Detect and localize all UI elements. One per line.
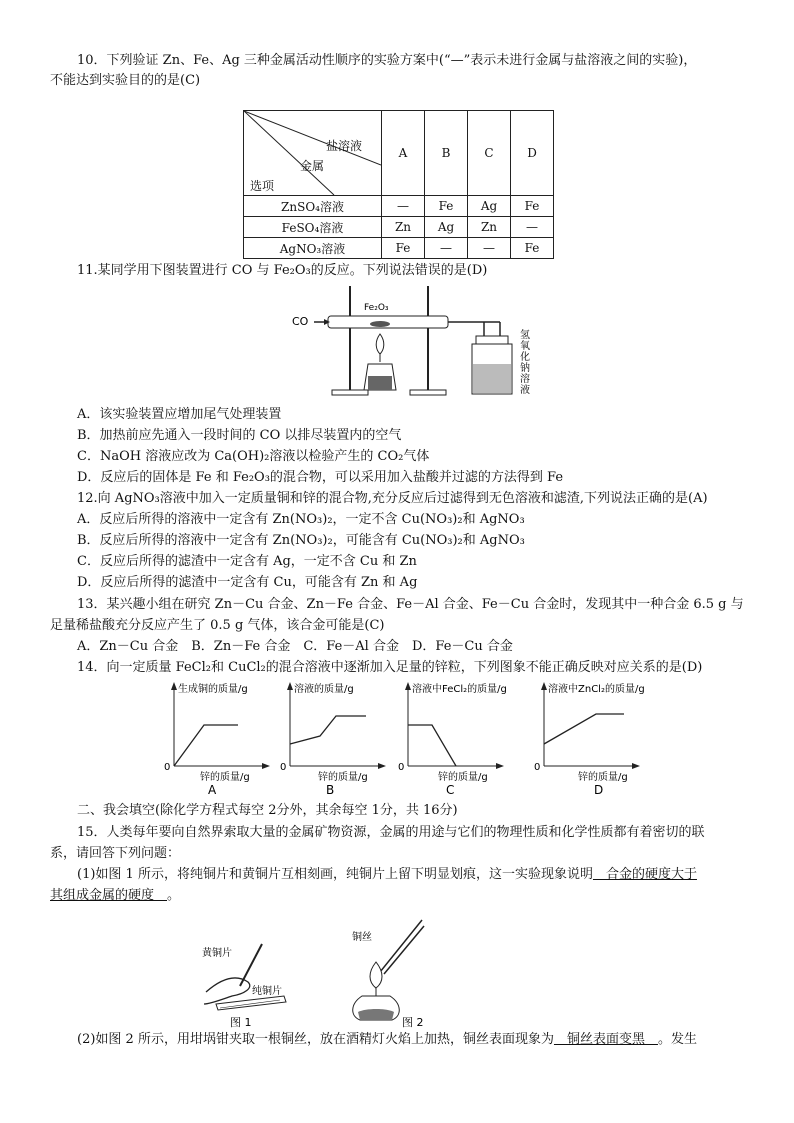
graph-d-letter: D	[594, 783, 604, 797]
graph-b-xlabel: 锌的质量/g	[318, 772, 368, 783]
q11-option-b: B．加热前应先通入一段时间的 CO 以排尽装置内的空气	[77, 428, 402, 443]
graph-b-ylabel: 溶液的质量/g	[294, 684, 354, 695]
q10-stem-line2: 不能达到实验目的的是(C)	[50, 73, 201, 88]
q14-stem: 14．向一定质量 FeCl₂和 CuCl₂的混合溶液中逐渐加入足量的锌粒，下列图象不能正确反映对应关系的是(D)	[77, 660, 703, 675]
q10-stem-line1: 10．下列验证 Zn、Fe、Ag 三种金属活动性顺序的实验方案中(“—”表示未进行金属与盐溶液之间的实验)，	[77, 53, 697, 68]
graph-b-letter: B	[326, 783, 335, 797]
q15-figures	[196, 912, 426, 1030]
table-cell: Fe	[382, 238, 425, 259]
table-cell: Ag	[468, 196, 511, 217]
col-header: D	[511, 111, 554, 196]
naoh-label-2: 氧	[520, 341, 530, 352]
naoh-label-3: 化	[520, 352, 530, 363]
q15-part1-line1	[77, 866, 697, 884]
section-2-heading: 二、我会填空(除化学方程式每空 2分外，其余每空 1分，共 16分)	[77, 803, 458, 818]
table-row	[244, 196, 554, 217]
q13-stem-line1: 13．某兴趣小组在研究 Zn－Cu 合金、Zn－Fe 合金、Fe－Al 合金、Fe－Cu 合金时，发现其中一种合金 6.5 g 与	[77, 597, 744, 612]
graph-c-ylabel: 溶液中FeCl₂的质量/g	[412, 684, 507, 695]
table-cell: Fe	[511, 238, 554, 259]
q11-option-c: C．NaOH 溶液应改为 Ca(OH)₂溶液以检验产生的 CO₂气体	[77, 449, 430, 464]
q14-graphs	[160, 680, 660, 798]
q12-option-b: B．反应后所得的溶液中一定含有 Zn(NO₃)₂，可能含有 Cu(NO₃)₂和 AgNO₃	[77, 533, 525, 548]
table-cell: —	[425, 238, 468, 259]
graph-d-ylabel: 溶液中ZnCl₂的质量/g	[548, 684, 645, 695]
q12-stem: 12.向 AgNO₃溶液中加入一定质量铜和锌的混合物,充分反应后过滤得到无色溶液和滤渣,下列说法正确的是(A)	[77, 491, 708, 506]
table-cell: —	[382, 196, 425, 217]
q11-option-a: A．该实验装置应增加尾气处理装置	[77, 407, 282, 422]
q15-part1-answer: 合金的硬度大于	[592, 867, 697, 882]
fe2o3-label: Fe₂O₃	[364, 303, 389, 313]
q11-stem: 11.某同学用下图装置进行 CO 与 Fe₂O₃的反应。下列说法错误的是(D)	[77, 263, 488, 278]
col-header: B	[425, 111, 468, 196]
graph-b	[280, 682, 386, 797]
table-cell: Fe	[511, 196, 554, 217]
fig1-copper-label: 纯铜片	[252, 986, 282, 997]
table-diagonal-header	[244, 111, 382, 196]
fig1-caption: 图 1	[230, 1016, 252, 1029]
q10-table	[243, 110, 554, 259]
q15-part2-text: (2)如图 2 所示，用坩埚钳夹取一根铜丝，放在酒精灯火焰上加热，铜丝表面现象为	[77, 1032, 554, 1047]
graph-a-xlabel: 锌的质量/g	[200, 772, 250, 783]
q15-part1-text: (1)如图 1 所示，将纯铜片和黄铜片互相刻画，纯铜片上留下明显划痕，这一实验现象说明	[77, 867, 593, 882]
q15-part1-line2	[50, 887, 180, 905]
table-cell: —	[511, 217, 554, 238]
naoh-label-1: 氢	[520, 330, 530, 341]
q15-part2-line1	[77, 1031, 697, 1049]
graph-c	[398, 682, 507, 797]
figure-1	[202, 944, 286, 1029]
table-cell: Ag	[425, 217, 468, 238]
table-cell: Fe	[425, 196, 468, 217]
graph-b-origin: 0	[280, 762, 287, 773]
table-cell: Zn	[468, 217, 511, 238]
table-cell: Zn	[382, 217, 425, 238]
row-label: FeSO₄溶液	[244, 217, 382, 238]
col-header: C	[468, 111, 511, 196]
row-label: ZnSO₄溶液	[244, 196, 382, 217]
q15-part1-end: 。	[167, 888, 181, 903]
q12-option-c: C．反应后所得的滤渣中一定含有 Ag，一定不含 Cu 和 Zn	[77, 554, 417, 569]
table-row	[244, 238, 554, 259]
graph-c-letter: C	[446, 783, 455, 797]
graph-a-ylabel: 生成铜的质量/g	[178, 684, 248, 695]
graph-a-letter: A	[208, 783, 217, 797]
graph-d	[534, 682, 645, 797]
graph-a	[164, 682, 270, 797]
graph-d-origin: 0	[534, 762, 541, 773]
co-label: CO	[292, 315, 309, 328]
table-row	[244, 217, 554, 238]
figure-2	[352, 920, 424, 1029]
q13-options: A．Zn－Cu 合金 B．Zn－Fe 合金 C．Fe－Al 合金 D．Fe－Cu 合金	[77, 639, 513, 654]
graph-c-origin: 0	[398, 762, 405, 773]
header-salt: 盐溶液	[326, 139, 363, 153]
row-label: AgNO₃溶液	[244, 238, 382, 259]
naoh-label-5: 溶	[520, 374, 530, 385]
fig2-wire-label: 铜丝	[352, 932, 372, 943]
q15-stem-line1: 15．人类每年要向自然界索取大量的金属矿物资源，金属的用途与它们的物理性质和化学性质都有着密切的联	[77, 825, 705, 840]
graph-a-origin: 0	[164, 762, 171, 773]
q12-option-a: A．反应后所得的溶液中一定含有 Zn(NO₃)₂，一定不含 Cu(NO₃)₂和 AgNO₃	[77, 512, 525, 527]
q15-stem-line2: 系，请回答下列问题：	[50, 846, 181, 861]
fig2-caption: 图 2	[402, 1016, 424, 1029]
q15-part2-answer: 铜丝表面变黑	[553, 1032, 658, 1047]
header-metal: 金属	[300, 159, 325, 173]
col-header: A	[382, 111, 425, 196]
fig1-brass-label: 黄铜片	[202, 948, 232, 959]
naoh-label-4: 钠	[520, 363, 530, 374]
co-reduction-apparatus	[288, 284, 538, 402]
q15-part2-end: 。发生	[657, 1032, 697, 1047]
graph-d-xlabel: 锌的质量/g	[578, 772, 628, 783]
q11-option-d: D．反应后的固体是 Fe 和 Fe₂O₃的混合物，可以采用加入盐酸并过滤的方法得到 Fe	[77, 470, 564, 485]
header-option: 选项	[250, 179, 275, 193]
graph-c-xlabel: 锌的质量/g	[438, 772, 488, 783]
q12-option-d: D．反应后所得的滤渣中一定含有 Cu，可能含有 Zn 和 Ag	[77, 575, 418, 590]
q15-part1-answer-cont: 其组成金属的硬度	[50, 888, 168, 903]
naoh-label-6: 液	[520, 385, 530, 396]
table-cell: —	[468, 238, 511, 259]
q13-stem-line2: 足量稀盐酸充分反应产生了 0.5 g 气体，该合金可能是(C)	[50, 618, 385, 633]
